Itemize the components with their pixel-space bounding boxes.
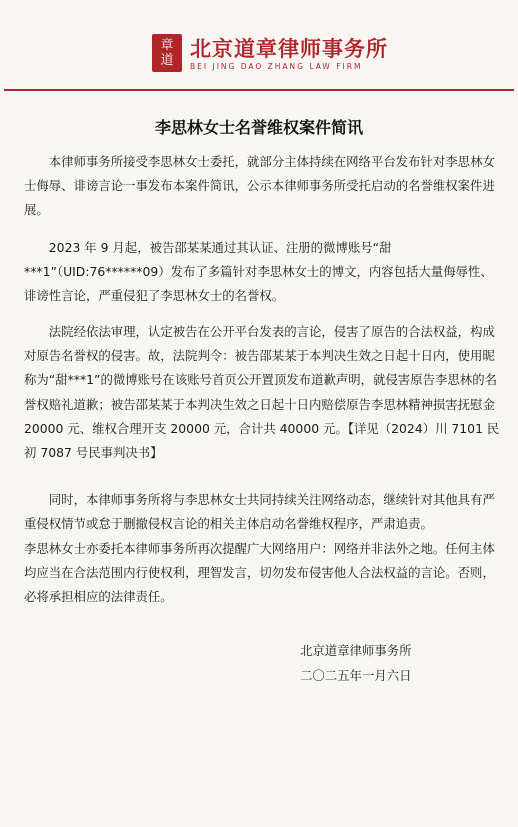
paragraph-reminder <box>24 537 504 610</box>
paragraph-background <box>24 236 504 309</box>
header-divider <box>4 89 514 91</box>
letterhead <box>0 0 518 92</box>
paragraph-follow-up <box>24 488 504 536</box>
paragraph-text: 同时，本律师事务所将与李思林女士共同持续关注网络动态，继续针对其他具有严重侵权情节或怠于删撤侵权言论的相关主体启动名誉维权程序，严肃追责。 <box>24 492 495 532</box>
paragraph-text: 2023 年 9 月起，被告邵某某通过其认证、注册的微博账号“甜***1”（UID:76******09）发布了多篇针对李思林女士的博文，内容包括大量侮辱性、诽谤性言论，严重侵犯了李思林女士的名誉权。 <box>24 240 493 304</box>
paragraph-intro <box>24 150 504 223</box>
signature-firm: 北京道章律师事务所 <box>300 643 412 658</box>
firm-name-en: BEI JING DAO ZHANG LAW FIRM <box>190 62 363 71</box>
signature-date: 二〇二五年一月六日 <box>300 668 412 683</box>
firm-seal-logo <box>152 34 182 72</box>
seal-char-2: 道 <box>160 53 174 68</box>
seal-char-1: 章 <box>160 38 174 53</box>
paragraph-text: 李思林女士亦委托本律师事务所再次提醒广大网络用户：网络并非法外之地。任何主体均应当在合法范围内行使权利，理智发言，切勿发布侵害他人合法权益的言论。否则，必将承担相应的法律责任。 <box>24 541 495 605</box>
paragraph-text: 本律师事务所接受李思林女士委托，就部分主体持续在网络平台发布针对李思林女士侮辱、诽谤言论一事发布本案件简讯，公示本律师事务所受托启动的名誉维权案件进展。 <box>24 154 495 218</box>
firm-name: 北京道章律师事务所 <box>190 36 388 61</box>
paragraph-text: 法院经依法审理，认定被告在公开平台发表的言论，侵害了原告的合法权益，构成对原告名誉权的侵害。故，法院判令：被告邵某某于本判决生效之日起十日内，使用昵称为“甜***1”的微博账号在该账号首页公开置顶发布道歉声明，就侵害原告李思林的名誉权赔礼道歉；被告邵某某于本判决生效之日起十日内赔偿原告李思林精神损害抚慰金 20000 元、维权合理开支 20000 元，合计共 40000 元。【详见（2024）川 7101 民初 7087 号民事判决书】 <box>24 324 500 461</box>
paragraph-judgment <box>24 320 504 465</box>
document-title: 李思林女士名誉维权案件简讯 <box>154 118 363 137</box>
